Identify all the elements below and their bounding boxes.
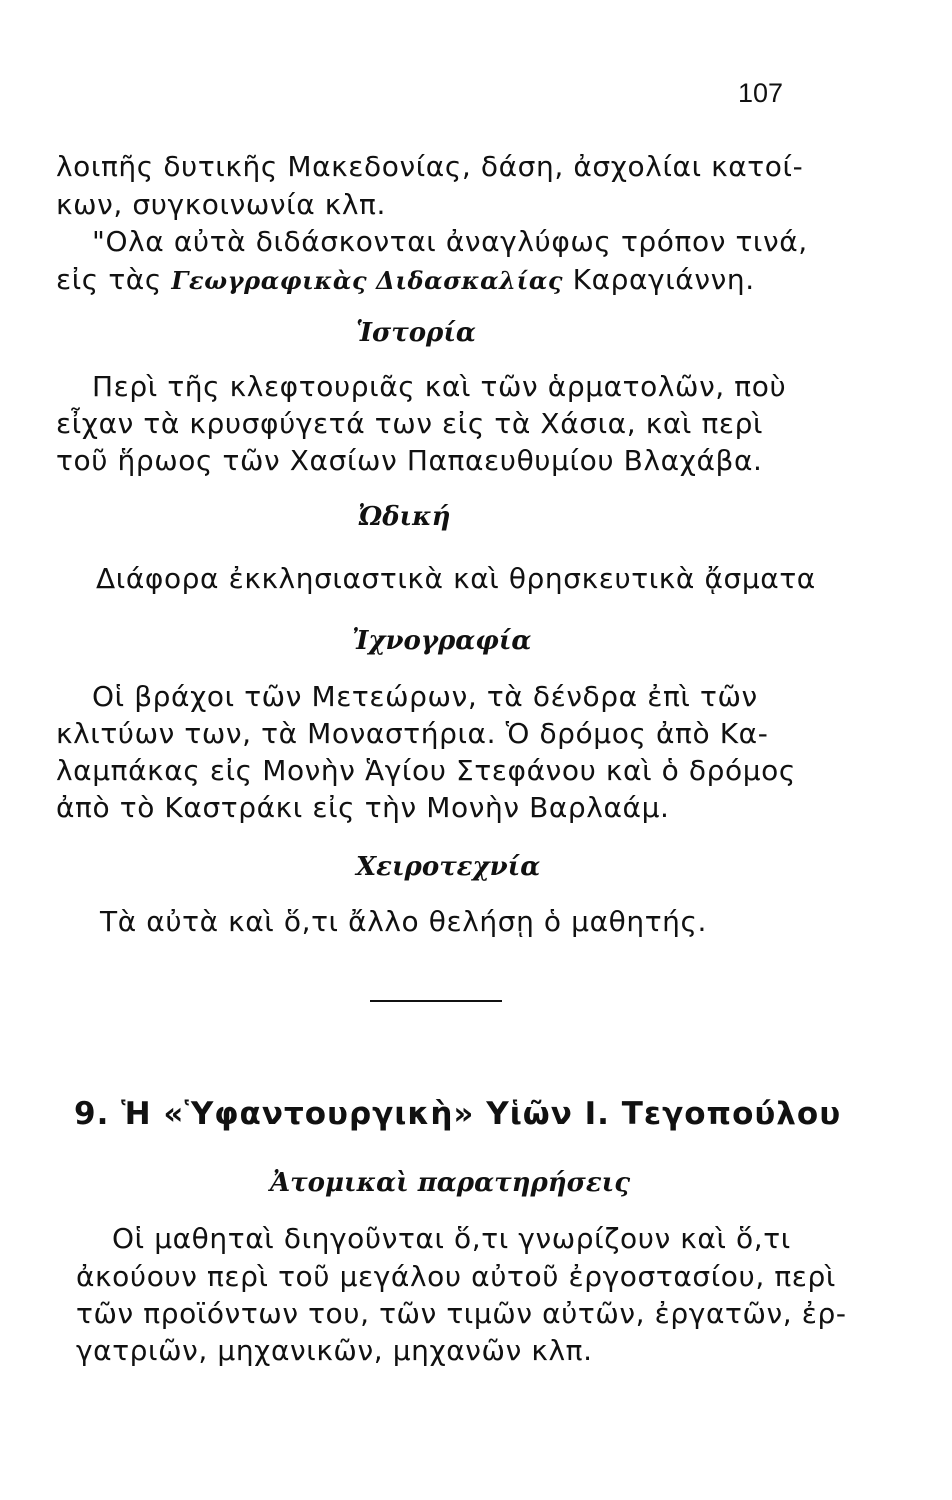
section-heading-ode: Ὠδική xyxy=(358,502,451,532)
text-line: "Ολα αὐτὰ διδάσκονται ἀναγλύφως τρόπον τινά, xyxy=(92,225,808,258)
text-line: εἶχαν τὰ κρυσφύγετά των εἰς τὰ Χάσια, καὶ περὶ xyxy=(56,407,764,440)
text-line: ἀκούουν περὶ τοῦ μεγάλου αὐτοῦ ἐργοστασίου, περὶ xyxy=(76,1260,836,1293)
text-fragment: εἰς τὰς xyxy=(56,263,172,296)
section-title: 9. Ἡ «Ὑφαντουργικὴ» Υἱῶν Ι. Τεγοπούλου xyxy=(74,1096,842,1132)
text-fragment: Καραγιάννη. xyxy=(563,263,755,296)
text-line: ἀπὸ τὸ Καστράκι εἰς τὴν Μονὴν Βαρλαάμ. xyxy=(56,791,670,824)
text-line: λοιπῆς δυτικῆς Μακεδονίας, δάση, ἀσχολίαι κατοί- xyxy=(56,150,804,183)
section-heading-history: Ἱστορία xyxy=(356,318,476,348)
text-line: Οἱ μαθηταὶ διηγοῦνται ὅ,τι γνωρίζουν καὶ ὅ,τι xyxy=(112,1222,791,1255)
text-line: Διάφορα ἐκκλησιαστικὰ καὶ θρησκευτικὰ ᾄσματα xyxy=(96,562,816,595)
text-line: Περὶ τῆς κλεφτουριᾶς καὶ τῶν ἁρματολῶν, ποὺ xyxy=(92,370,787,403)
section-divider xyxy=(370,1000,502,1002)
text-line: λαμπάκας εἰς Μονὴν Ἁγίου Στεφάνου καὶ ὁ δρόμος xyxy=(56,754,796,787)
section-heading-crafts: Χειροτεχνία xyxy=(356,852,541,882)
text-line-with-italic xyxy=(56,263,755,296)
text-line: γατριῶν, μηχανικῶν, μηχανῶν κλπ. xyxy=(76,1334,593,1367)
text-line: τοῦ ἥρωος τῶν Χασίων Παπαευθυμίου Βλαχάβα. xyxy=(56,444,763,477)
text-line: κλιτύων των, τὰ Μοναστήρια. Ὁ δρόμος ἀπὸ Κα- xyxy=(56,717,769,750)
text-line: κων, συγκοινωνία κλπ. xyxy=(56,188,387,221)
text-line: Οἱ βράχοι τῶν Μετεώρων, τὰ δένδρα ἐπὶ τῶν xyxy=(92,680,758,713)
text-line: τῶν προϊόντων του, τῶν τιμῶν αὐτῶν, ἐργατῶν, ἐρ- xyxy=(76,1297,847,1330)
section-subheading: Ἀτομικαὶ παρατηρήσεις xyxy=(270,1168,631,1198)
italic-title: Γεωγραφικὰς Διδασκαλίας xyxy=(171,266,564,295)
section-heading-drawing: Ἰχνογραφία xyxy=(352,626,532,656)
page-number: 107 xyxy=(738,78,784,108)
text-line: Τὰ αὐτὰ καὶ ὅ,τι ἄλλο θελήσῃ ὁ μαθητής. xyxy=(100,905,708,938)
